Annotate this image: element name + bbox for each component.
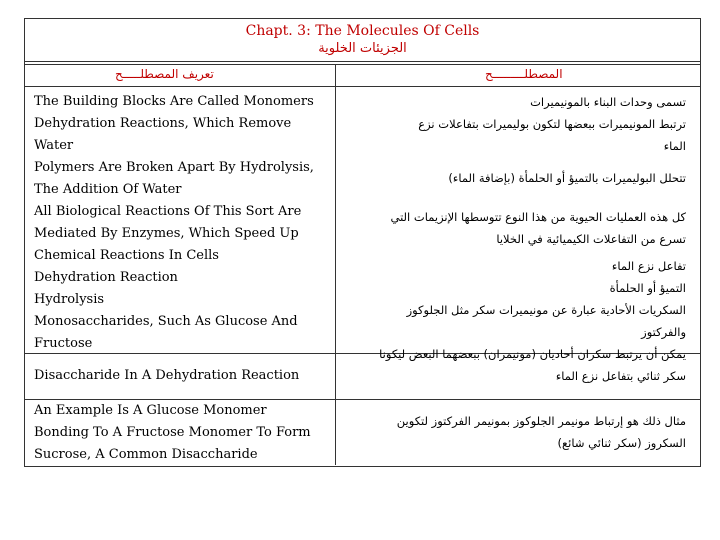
- en-line: Monosaccharides, Such As Glucose And: [34, 314, 298, 329]
- en-line: Disaccharide In A Dehydration Reaction: [34, 368, 300, 383]
- ar-line: تتحلل البوليميرات بالتميؤ أو الحلمأة (بإضافة الماء): [448, 171, 686, 185]
- en-line: Sucrose, A Common Disaccharide: [34, 447, 258, 462]
- en-line: The Building Blocks Are Called Monomers: [34, 94, 314, 109]
- ar-line: تفاعل نزع الماء: [611, 259, 686, 273]
- row-ar-5-7: [334, 255, 686, 343]
- divider-title-double: [25, 64, 700, 65]
- ar-line: الماء: [663, 139, 686, 153]
- row-ar-3: [334, 167, 686, 189]
- title-english: Chapt. 3: The Molecules Of Cells: [245, 23, 480, 39]
- ar-line: ترتبط المونيميرات ببعضها لتكون بوليميرات بتفاعلات نزع: [418, 117, 686, 131]
- row-en-1: [34, 91, 332, 355]
- ar-line: التميؤ أو الحلمأة: [609, 281, 686, 295]
- en-line: Hydrolysis: [34, 292, 105, 307]
- en-line: Mediated By Enzymes, Which Speed Up: [34, 226, 299, 241]
- en-line: An Example Is A Glucose Monomer: [34, 403, 267, 418]
- row-ar-8: [334, 343, 686, 387]
- divider-title: [25, 61, 700, 62]
- ar-line: سكر ثنائي بتفاعل نزع الماء: [555, 369, 686, 383]
- en-line: Dehydration Reactions, Which Remove: [34, 116, 292, 131]
- title-arabic: الجزيئات الخلوية: [318, 41, 407, 56]
- ar-line: كل هذه العمليات الحيوية من هذا النوع تتوسطها الإنزيمات التي: [390, 210, 686, 224]
- en-line: Fructose: [34, 336, 93, 351]
- row-en-8: [34, 365, 332, 387]
- row-ar-1-2: [334, 91, 686, 157]
- en-line: All Biological Reactions Of This Sort Are: [34, 204, 302, 219]
- column-header-definition: تعريف المصطلـــــح: [115, 67, 214, 81]
- ar-line: يمكن أن يرتبط سكران أحاديان (مونيمران) ببعضهما البعض ليكونا: [379, 347, 686, 361]
- row-en-9: [34, 400, 332, 466]
- en-line: The Addition Of Water: [34, 182, 182, 197]
- ar-line: تسمى وحدات البناء بالمونيميرات: [530, 95, 686, 109]
- ar-line: والفركتوز: [641, 325, 686, 339]
- row-ar-9: [334, 410, 686, 454]
- en-line: Polymers Are Broken Apart By Hydrolysis,: [34, 160, 314, 175]
- ar-line: السكريات الأحادية عبارة عن مونيميرات سكر مثل الجلوكوز: [406, 303, 686, 317]
- ar-line: السكروز (سكر ثنائي شائع): [557, 436, 686, 450]
- row-ar-4: [334, 206, 686, 250]
- en-line: Bonding To A Fructose Monomer To Form: [34, 425, 311, 440]
- en-line: Chemical Reactions In Cells: [34, 248, 219, 263]
- column-header-term: المصطلـــــــــح: [485, 67, 563, 81]
- divider-header: [25, 86, 700, 87]
- glossary-table: [24, 18, 701, 467]
- ar-line: تسرع من التفاعلات الكيميائية في الخلايا: [496, 232, 686, 246]
- en-line: Dehydration Reaction: [34, 270, 178, 285]
- en-line: Water: [34, 138, 74, 153]
- ar-line: مثال ذلك هو إرتباط مونيمر الجلوكوز بمونيمر الفركتوز لتكوين: [396, 414, 686, 428]
